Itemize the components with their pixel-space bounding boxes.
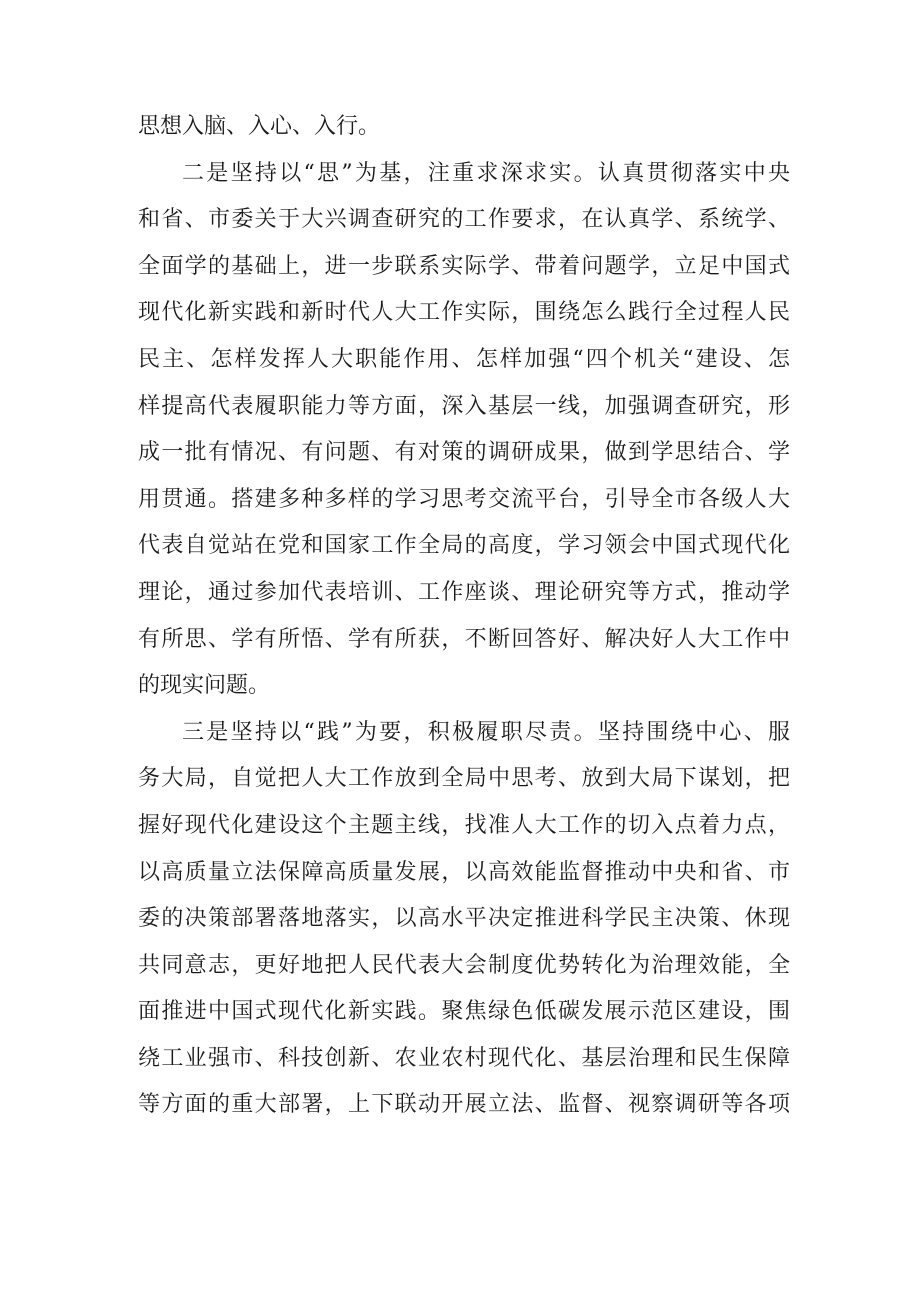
text-line: 的现实问题。 — [138, 673, 271, 699]
text-line: 共同意志，更好地把人民代表大会制度优势转化为治理效能，全 — [138, 952, 790, 978]
text-line: 握好现代化建设这个主题主线，找准人大工作的切入点着力点， — [138, 812, 790, 838]
text-line: 民主、怎样发挥人大职能作用、怎样加强“四个机关“建设、怎 — [138, 346, 790, 372]
text-line: 现代化新实践和新时代人大工作实际，围绕怎么践行全过程人民 — [138, 300, 790, 326]
body-text — [138, 104, 790, 1129]
paragraph-first-line: 二是坚持以“思”为基，注重求深求实。认真贯彻落实中央 — [182, 160, 790, 186]
text-line: 代表自觉站在党和国家工作全局的高度，学习领会中国式现代化 — [138, 533, 790, 559]
text-line: 用贯通。搭建多种多样的学习思考交流平台，引导全市各级人大 — [138, 486, 790, 512]
text-line: 务大局，自觉把人大工作放到全局中思考、放到大局下谋划，把 — [138, 766, 790, 792]
text-line: 等方面的重大部署，上下联动开展立法、监督、视察调研等各项 — [138, 1092, 790, 1118]
text-line: 和省、市委关于大兴调查研究的工作要求，在认真学、系统学、 — [138, 207, 790, 233]
text-line: 样提高代表履职能力等方面，深入基层一线，加强调查研究，形 — [138, 393, 790, 419]
text-line: 委的决策部署落地落实，以高水平决定推进科学民主决策、休现 — [138, 906, 790, 932]
text-line: 思想入脑、入心、入行。 — [138, 114, 381, 139]
text-line: 全面学的基础上，进一步联系实际学、带着问题学，立足中国式 — [138, 253, 790, 279]
text-line: 面推进中国式现代化新实践。聚焦绿色低碳发展示范区建设，围 — [138, 999, 790, 1025]
paragraph-first-line: 三是坚持以“践”为要，积极履职尽责。坚持围绕中心、服 — [182, 719, 790, 745]
text-line: 绕工业强市、科技创新、农业农村现代化、基层治理和民生保障 — [138, 1045, 790, 1071]
text-line: 成一批有情况、有问题、有对策的调研成果，做到学思结合、学 — [138, 440, 790, 466]
text-line: 以高质量立法保障高质量发展，以高效能监督推动中央和省、市 — [138, 859, 790, 885]
text-line: 理论，通过参加代表培训、工作座谈、理论研究等方式，推动学 — [138, 579, 790, 605]
text-line: 有所思、学有所悟、学有所获，不断回答好、解决好人大工作中 — [138, 626, 790, 652]
